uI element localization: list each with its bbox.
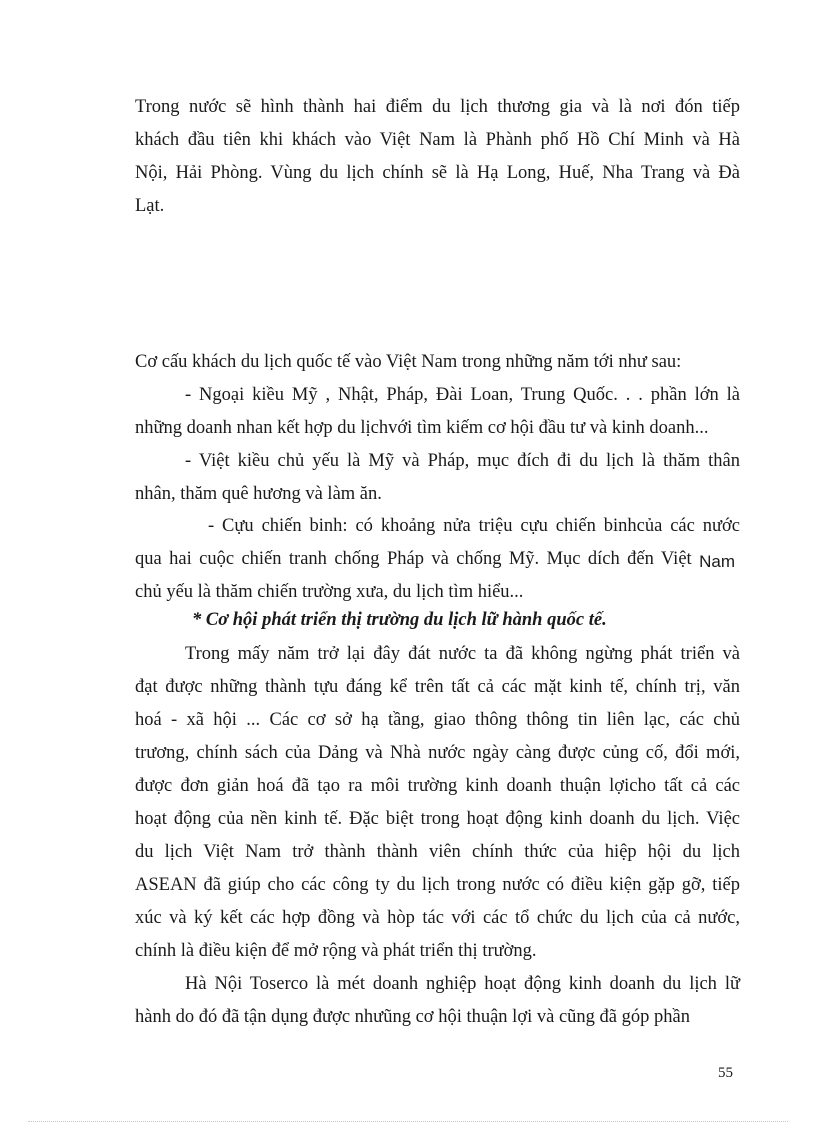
paragraph-3-line-8: ASEAN đã giúp cho các công ty du lịch trong nước có điều kiện gặp gỡ, tiếp xyxy=(135,875,740,895)
page-number: 55 xyxy=(718,1065,733,1081)
paragraph-3-line-5: được đơn giản hoá đã tạo ra môi trường kinh doanh thuận lợicho tất cả các xyxy=(135,776,740,796)
list-item-1-line-2: những doanh nhan kết hợp du lịchvới tìm kiếm cơ hội đầu tư và kinh doanh... xyxy=(135,418,709,438)
section-heading: * Cơ hội phát triển thị trường du lịch lữ hành quốc tế. xyxy=(192,610,607,630)
list-item-3-line-1: - Cựu chiến binh: có khoảng nửa triệu cựu chiến binhcủa các nước xyxy=(208,516,740,536)
paragraph-1-line-4: Lạt. xyxy=(135,196,165,216)
list-item-3-line-2 xyxy=(135,547,735,571)
paragraph-1-line-1: Trong nước sẽ hình thành hai điểm du lịch thương gia và là nơi đón tiếp xyxy=(135,97,740,117)
list-item-1-line-1: - Ngoại kiều Mỹ , Nhật, Pháp, Đài Loan, Trung Quốc. . . phần lớn là xyxy=(185,385,740,405)
list-item-3-line-3: chủ yếu là thăm chiến trường xưa, du lịch tìm hiểu... xyxy=(135,582,524,602)
paragraph-4-line-1: Hà Nội Toserco là mét doanh nghiệp hoạt động kinh doanh du lịch lữ xyxy=(185,974,740,994)
paragraph-3-line-3: hoá - xã hội ... Các cơ sở hạ tầng, giao thông thông tin liên lạc, các chủ xyxy=(135,710,740,730)
list-item-3-line-2-text: qua hai cuộc chiến tranh chống Pháp và chống Mỹ. Mục dích đến Việt xyxy=(135,549,692,569)
paragraph-1-line-3: Nội, Hải Phòng. Vùng du lịch chính sẽ là Hạ Long, Huế, Nha Trang và Đà xyxy=(135,163,740,183)
paragraph-4-line-2: hành do đó đã tận dụng được nhưũng cơ hội thuận lợi và cũng đã góp phần xyxy=(135,1007,690,1027)
page-bottom-rule xyxy=(28,1121,788,1122)
list-item-2-line-2: nhân, thăm quê hương và làm ăn. xyxy=(135,484,382,504)
list-item-2-line-1: - Việt kiều chủ yếu là Mỹ và Pháp, mục đích đi du lịch là thăm thân xyxy=(185,451,740,471)
list-item-3-line-2-sans-word: Nam xyxy=(699,552,735,571)
paragraph-3-line-9: xúc và ký kết các hợp đồng và hòp tác với các tổ chức du lịch của cả nước, xyxy=(135,908,740,928)
paragraph-3-line-7: du lịch Việt Nam trở thành thành viên chính thức của hiệp hội du lịch xyxy=(135,842,740,862)
paragraph-1-line-2: khách đầu tiên khi khách vào Việt Nam là Phành phố Hồ Chí Minh và Hà xyxy=(135,130,740,150)
paragraph-3-line-2: đạt được những thành tựu đáng kể trên tất cả các mặt kinh tế, chính trị, văn xyxy=(135,677,740,697)
paragraph-3-line-4: trương, chính sách của Dảng và Nhà nước ngày càng được củng cố, đổi mới, xyxy=(135,743,740,763)
paragraph-3-line-6: hoạt động của nền kinh tế. Đặc biệt trong hoạt động kinh doanh du lịch. Việc xyxy=(135,809,740,829)
paragraph-3-line-10: chính là điều kiện để mở rộng và phát triển thị trường. xyxy=(135,941,537,961)
paragraph-2-intro: Cơ cấu khách du lịch quốc tế vào Việt Nam trong những năm tới như sau: xyxy=(135,352,682,372)
paragraph-3-line-1: Trong mấy năm trở lại đây đát nước ta đã không ngừng phát triển và xyxy=(185,644,740,664)
